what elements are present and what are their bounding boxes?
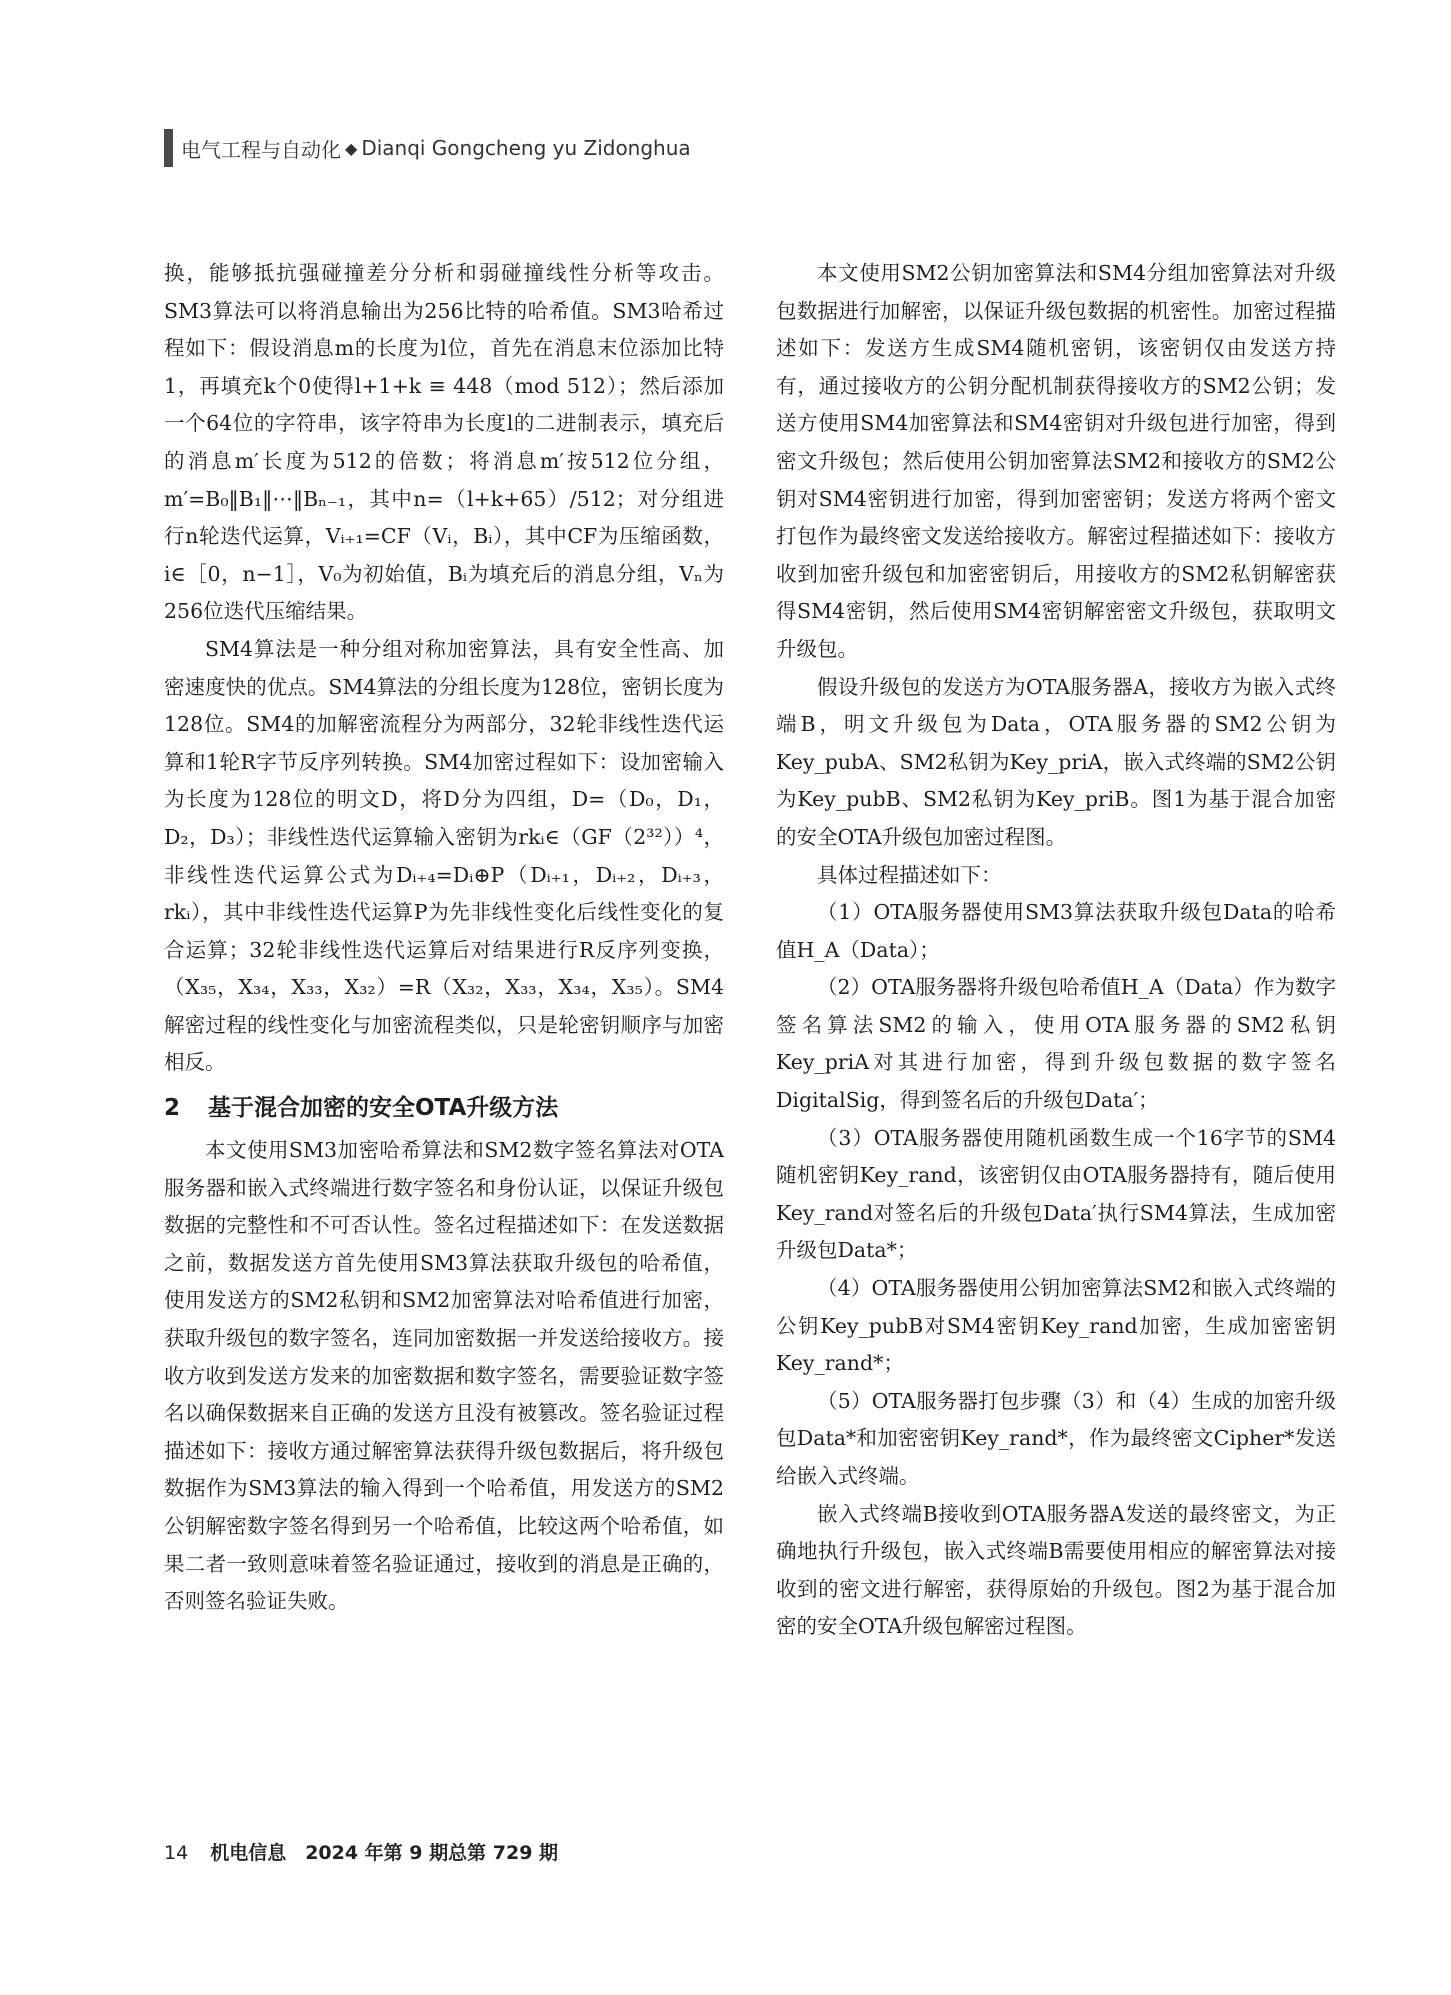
page-footer [164,1838,558,1865]
section-number: 2 [164,1095,181,1122]
step-3: （3）OTA服务器使用随机函数生成一个16字节的SM4随机密钥Key_rand，该密钥仅由OTA服务器持有，随后使用Key_rand对签名后的升级包Data′执行SM4算法，生成加密升级包Data*； [776,1125,1336,1263]
paragraph-sm3-continued: 换，能够抵抗强碰撞差分分析和弱碰撞线性分析等攻击。SM3算法可以将消息输出为256比特的哈希值。SM3哈希过程如下：假设消息m的长度为l位，首先在消息末位添加比特1，再填充k个0使得l+1+k ≡ 448（mod 512）；然后添加一个64位的字符串，该字符串为长度l的二进制表示，填充后的消息m′长度为512的倍数；将消息m′按512位分组，m′=B₀‖B₁‖⋯‖Bₙ₋₁，其中n=（l+k+65）/512；对分组进行n轮迭代运算，Vᵢ₊₁=CF（Vᵢ，Bᵢ），其中CF为压缩函数，i∈［0，n−1］，V₀为初始值，Bᵢ为填充后的消息分组，Vₙ为256位迭代压缩结果。 [164,261,724,624]
paragraph-encryption: 本文使用SM2公钥加密算法和SM4分组加密算法对升级包数据进行加解密，以保证升级包数据的机密性。加密过程描述如下：发送方生成SM4随机密钥，该密钥仅由发送方持有，通过接收方的公钥分配机制获得接收方的SM2公钥；发送方使用SM4加密算法和SM4密钥对升级包进行加密，得到密文升级包；然后使用公钥加密算法SM2和接收方的SM2公钥对SM4密钥进行加密，得到加密密钥；发送方将两个密文打包作为最终密文发送给接收方。解密过程描述如下：接收方收到加密升级包和加密密钥后，用接收方的SM2私钥解密获得SM4密钥，然后使用SM4密钥解密密文升级包，获取明文升级包。 [776,261,1336,661]
paragraph-signature: 本文使用SM3加密哈希算法和SM2数字签名算法对OTA服务器和嵌入式终端进行数字签名和身份认证，以保证升级包数据的完整性和不可否认性。签名过程描述如下：在发送数据之前，数据发送方首先使用SM3算法获取升级包的哈希值，使用发送方的SM2私钥和SM2加密算法对哈希值进行加密，获取升级包的数字签名，连同加密数据一并发送给接收方。接收方收到发送方发来的加密数据和数字签名，需要验证数字签名以确保数据来自正确的发送方且没有被篡改。签名验证过程描述如下：接收方通过解密算法获得升级包数据后，将升级包数据作为SM3算法的输入得到一个哈希值，用发送方的SM2公钥解密数字签名得到另一个哈希值，比较这两个哈希值，如果二者一致则意味着签名验证通过，接收到的消息是正确的，否则签名验证失败。 [164,1138,724,1614]
page-number: 14 [164,1842,189,1864]
journal-issue: 机电信息 2024 年第 9 期总第 729 期 [210,1842,559,1864]
paragraph-sm4: SM4算法是一种分组对称加密算法，具有安全性高、加密速度快的优点。SM4算法的分组长度为128位，密钥长度为128位。SM4的加解密流程分为两部分，32轮非线性迭代运算和1轮R字节反序列转换。SM4加密过程如下：设加密输入为长度为128位的明文D，将D分为四组，D=（D₀，D₁，D₂，D₃）；非线性迭代运算输入密钥为rkᵢ∈（GF（2³²））⁴，非线性迭代运算公式为Dᵢ₊₄=Dᵢ⊕P（Dᵢ₊₁，Dᵢ₊₂，Dᵢ₊₃，rkᵢ），其中非线性迭代运算P为先非线性变化后线性变化的复合运算；32轮非线性迭代运算后对结果进行R反序列变换，（X₃₅，X₃₄，X₃₃，X₃₂）=R（X₃₂，X₃₃，X₃₄，X₃₅）。SM4解密过程的线性变化与加密流程类似，只是轮密钥顺序与加密相反。 [164,636,724,1075]
journal-title-pinyin: Dianqi Gongcheng yu Zidonghua [361,136,691,160]
section-heading [164,1088,724,1128]
running-header [164,128,691,168]
right-column [776,255,1336,1646]
section-title: 基于混合加密的安全OTA升级方法 [208,1095,559,1122]
paragraph-assumption: 假设升级包的发送方为OTA服务器A，接收方为嵌入式终端B，明文升级包为Data，OTA服务器的SM2公钥为Key_pubA、SM2私钥为Key_priA，嵌入式终端的SM2公钥为Key_pubB、SM2私钥为Key_priB。图1为基于混合加密的安全OTA升级包加密过程图。 [776,674,1336,849]
step-1: （1）OTA服务器使用SM3算法获取升级包Data的哈希值H_A（Data）； [776,900,1336,962]
paragraph-steps-intro: 具体过程描述如下： [817,862,1002,887]
journal-title-cn: 电气工程与自动化 [181,137,341,162]
left-column [164,255,724,1621]
step-4: （4）OTA服务器使用公钥加密算法SM2和嵌入式终端的公钥Key_pubB对SM4密钥Key_rand加密，生成加密密钥Key_rand*； [776,1276,1336,1376]
step-5: （5）OTA服务器打包步骤（3）和（4）生成的加密升级包Data*和加密密钥Key_rand*，作为最终密文Cipher*发送给嵌入式终端。 [776,1388,1336,1488]
step-2: （2）OTA服务器将升级包哈希值H_A（Data）作为数字签名算法SM2的输入，使用OTA服务器的SM2私钥Key_priA对其进行加密，得到升级包数据的数字签名DigitalSig，得到签名后的升级包Data′； [776,975,1336,1113]
diamond-icon: ◆ [345,138,358,158]
header-bar-decoration [164,129,173,167]
paragraph-decryption: 嵌入式终端B接收到OTA服务器A发送的最终密文，为正确地执行升级包，嵌入式终端B需要使用相应的解密算法对接收到的密文进行解密，获得原始的升级包。图2为基于混合加密的安全OTA升级包解密过程图。 [776,1501,1336,1639]
